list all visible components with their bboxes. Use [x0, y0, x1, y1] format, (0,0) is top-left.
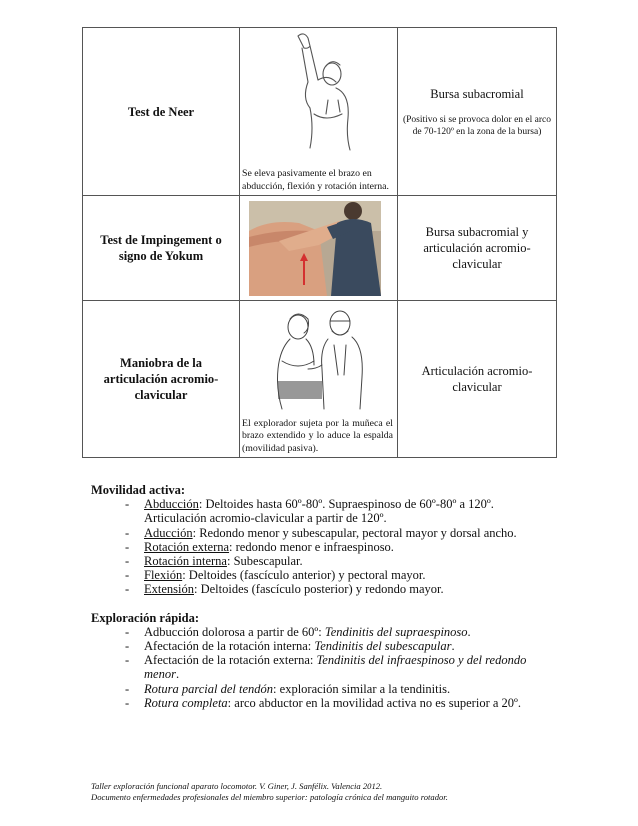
illustration-caption: Se eleva pasivamente el brazo en abducción, flexión y rotación interna.: [242, 168, 389, 192]
list-item: - Rotación externa: redondo menor e infraespinoso.: [125, 539, 394, 554]
item-term: Abducción: [144, 497, 199, 512]
list-item: - Afectación de la rotación externa: Tendinitis del infraespinoso y del redondo menor.: [125, 653, 527, 682]
structure-cell: [398, 28, 557, 196]
list-item: - Abducción: Deltoides hasta 60º-80º. Supraespinoso de 60º-80º a 120º. Articulación acromio-clavicular a partir de 120º.: [125, 497, 494, 526]
table-row: [83, 28, 557, 196]
structure-cell: [398, 301, 557, 458]
illustration-cell: [240, 28, 398, 196]
structure-label: Articulación acromio-clavicular: [421, 364, 533, 394]
section-title-exploracion: Exploración rápida:: [91, 610, 199, 625]
list-item: - Afectación de la rotación interna: Tendinitis del subescapular.: [125, 639, 455, 654]
page-footer: [91, 781, 561, 803]
table-row: [83, 196, 557, 301]
section-title-movilidad: Movilidad activa:: [91, 483, 186, 497]
list-item: - Adbucción dolorosa a partir de 60º: Tendinitis del supraespinoso.: [125, 624, 471, 639]
test-name: Test de Neer: [127, 104, 195, 119]
structure-cell: [398, 196, 557, 301]
photo-cell: [240, 196, 398, 301]
item-text: : Deltoides hasta 60º-80º. Supraespinoso de 60º-80º a 120º. Articulación acromio-clavicular a partir de 120º.: [144, 497, 494, 526]
table-row: [83, 301, 557, 458]
item-tail: .: [467, 624, 471, 639]
item-text: Afectación de la rotación externa:: [144, 653, 317, 668]
acromioclavicular-illustration: [268, 305, 368, 413]
test-name: Test de Impingement o signo de Yokum: [100, 233, 222, 263]
list-item: - Rotura completa: arco abductor en la movilidad activa no es superior a 20º.: [125, 695, 522, 710]
structure-label: Bursa subacromial: [430, 86, 524, 101]
item-diagnosis: Tendinitis del infraespinoso y del redondo menor: [144, 653, 527, 682]
neer-test-illustration: [280, 30, 358, 152]
item-term: Aducción: [144, 525, 193, 540]
item-diagnosis: Rotura completa: [144, 695, 228, 710]
test-name-cell: [83, 28, 240, 196]
item-diagnosis: Tendinitis del supraespinoso: [324, 624, 468, 639]
item-term: Rotación interna: [144, 554, 227, 569]
footer-line: Documento enfermedades profesionales del miembro superior: patología crónica del manguito rotador.: [91, 792, 448, 802]
item-term: Rotación externa: [144, 539, 230, 554]
list-item: - Flexión: Deltoides (fascículo anterior) y pectoral mayor.: [125, 568, 426, 583]
structure-label: Bursa subacromial y articulación acromio-clavicular: [423, 225, 531, 271]
movilidad-list: [91, 497, 551, 596]
item-text: Afectación de la rotación interna:: [144, 639, 315, 654]
illustration-cell: [240, 301, 398, 458]
list-item: - Rotura parcial del tendón: exploración similar a la tendinitis.: [125, 681, 451, 696]
item-diagnosis: Rotura parcial del tendón: [144, 681, 274, 696]
test-name-cell: [83, 301, 240, 458]
item-text: : Redondo menor y subescapular, pectoral mayor y dorsal ancho.: [192, 525, 517, 540]
list-item: - Extensión: Deltoides (fascículo posterior) y redondo mayor.: [125, 582, 444, 597]
footer-line: Taller exploración funcional aparato locomotor. V. Giner, J. Sanfélix. Valencia 2012.: [91, 781, 383, 791]
item-text: : Deltoides (fascículo anterior) y pectoral mayor.: [182, 568, 426, 583]
list-item: - Rotación interna: Subescapular.: [125, 554, 303, 569]
exploracion-list: [91, 625, 551, 710]
item-tail: .: [451, 639, 455, 654]
positive-note: (Positivo si se provoca dolor en el arco de 70-120º en la zona de la bursa): [402, 114, 551, 137]
item-text: : redondo menor e infraespinoso.: [229, 539, 394, 554]
item-text: : Deltoides (fascículo posterior) y redondo mayor.: [194, 582, 444, 597]
item-text: : Subescapular.: [226, 554, 303, 569]
body-text: [91, 483, 551, 710]
exploration-table: [82, 27, 557, 458]
item-text: : exploración similar a la tendinitis.: [273, 681, 451, 696]
illustration-caption: El explorador sujeta por la muñeca el brazo extendido y lo aduce la espalda (movilidad pasiva).: [242, 417, 393, 454]
item-tail: .: [175, 667, 180, 682]
item-text: Adbucción dolorosa a partir de 60º:: [144, 624, 325, 639]
item-diagnosis: Tendinitis del subescapular: [314, 639, 452, 654]
item-term: Flexión: [144, 568, 183, 583]
list-item: - Aducción: Redondo menor y subescapular, pectoral mayor y dorsal ancho.: [125, 525, 517, 540]
yokum-test-photo: [249, 201, 381, 296]
item-text: : arco abductor en la movilidad activa no es superior a 20º.: [227, 695, 522, 710]
item-term: Extensión: [144, 582, 194, 597]
test-name: Maniobra de la articulación acromio-clavicular: [103, 356, 219, 402]
test-name-cell: [83, 196, 240, 301]
